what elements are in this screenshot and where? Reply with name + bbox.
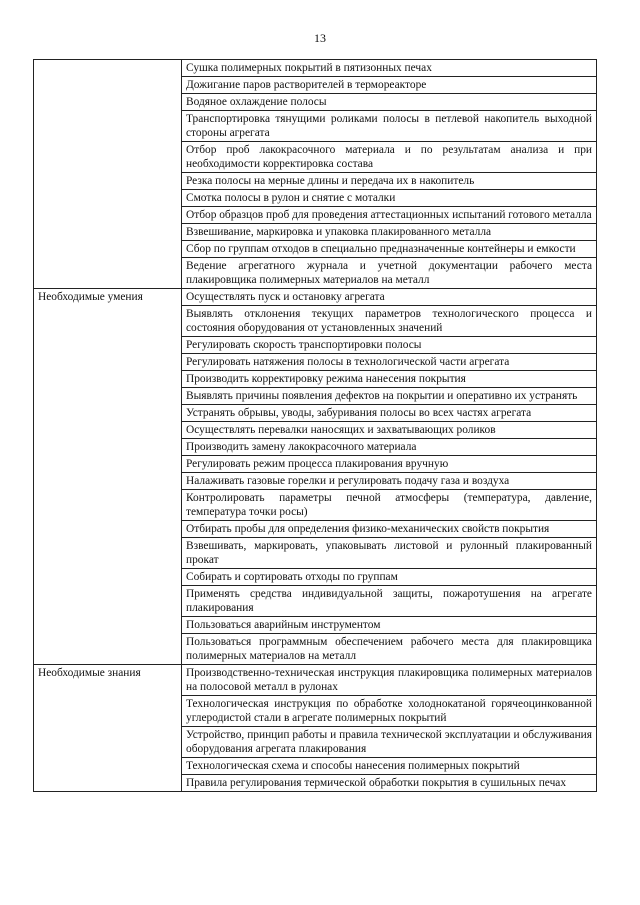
- table-cell: Сушка полимерных покрытий в пятизонных печах: [182, 60, 597, 77]
- table-cell: Дожигание паров растворителей в термореакторе: [182, 77, 597, 94]
- table-cell: Регулировать режим процесса плакирования вручную: [182, 456, 597, 473]
- table-cell: Применять средства индивидуальной защиты, пожаротушения на агрегате плакирования: [182, 586, 597, 617]
- table-cell: Производственно-техническая инструкция плакировщика полимерных материалов на полосовой металл в рулонах: [182, 665, 597, 696]
- table-cell: Контролировать параметры печной атмосферы (температура, давление, температура точки росы): [182, 490, 597, 521]
- section-label: [34, 60, 182, 289]
- table-cell: Собирать и сортировать отходы по группам: [182, 569, 597, 586]
- table-cell: Резка полосы на мерные длины и передача их в накопитель: [182, 173, 597, 190]
- table-cell: Производить корректировку режима нанесения покрытия: [182, 371, 597, 388]
- table-cell: Отбор образцов проб для проведения аттестационных испытаний готового металла: [182, 207, 597, 224]
- table-cell: Производить замену лакокрасочного материала: [182, 439, 597, 456]
- table-cell: Налаживать газовые горелки и регулировать подачу газа и воздуха: [182, 473, 597, 490]
- section-label: Необходимые умения: [34, 289, 182, 665]
- table-cell: Отбирать пробы для определения физико-механических свойств покрытия: [182, 521, 597, 538]
- table-cell: Устранять обрывы, уводы, забуривания полосы во всех частях агрегата: [182, 405, 597, 422]
- table-cell: Регулировать натяжения полосы в технологической части агрегата: [182, 354, 597, 371]
- table-cell: Выявлять причины появления дефектов на покрытии и оперативно их устранять: [182, 388, 597, 405]
- table-row: [34, 665, 597, 696]
- table-cell: Правила регулирования термической обработки покрытия в сушильных печах: [182, 775, 597, 792]
- table-cell: Водяное охлаждение полосы: [182, 94, 597, 111]
- table-cell: Взвешивать, маркировать, упаковывать листовой и рулонный плакированный прокат: [182, 538, 597, 569]
- table-cell: Выявлять отклонения текущих параметров технологического процесса и состояния оборудования от установленных значений: [182, 306, 597, 337]
- table-row: [34, 60, 597, 77]
- table-cell: Устройство, принцип работы и правила технической эксплуатации и обслуживания оборудования агрегата плакирования: [182, 727, 597, 758]
- table-cell: Пользоваться аварийным инструментом: [182, 617, 597, 634]
- competency-table: [33, 59, 597, 792]
- page-number: 13: [314, 31, 326, 45]
- table-row: [34, 289, 597, 306]
- section-label: Необходимые знания: [34, 665, 182, 792]
- table-cell: Отбор проб лакокрасочного материала и по результатам анализа и при необходимости корректировка состава: [182, 142, 597, 173]
- table-cell: Смотка полосы в рулон и снятие с моталки: [182, 190, 597, 207]
- table-cell: Ведение агрегатного журнала и учетной документации рабочего места плакировщика полимерных материалов на металл: [182, 258, 597, 289]
- table-cell: Сбор по группам отходов в специально предназначенные контейнеры и емкости: [182, 241, 597, 258]
- table-cell: Осуществлять пуск и остановку агрегата: [182, 289, 597, 306]
- table-cell: Технологическая схема и способы нанесения полимерных покрытий: [182, 758, 597, 775]
- table-cell: Регулировать скорость транспортировки полосы: [182, 337, 597, 354]
- table-cell: Технологическая инструкция по обработке холоднокатаной горячеоцинкованной углеродистой стали в агрегате полимерных покрытий: [182, 696, 597, 727]
- table-cell: Взвешивание, маркировка и упаковка плакированного металла: [182, 224, 597, 241]
- table-cell: Транспортировка тянущими роликами полосы в петлевой накопитель выходной стороны агрегата: [182, 111, 597, 142]
- table-cell: Пользоваться программным обеспечением рабочего места для плакировщика полимерных материалов на металл: [182, 634, 597, 665]
- table-cell: Осуществлять перевалки наносящих и захватывающих роликов: [182, 422, 597, 439]
